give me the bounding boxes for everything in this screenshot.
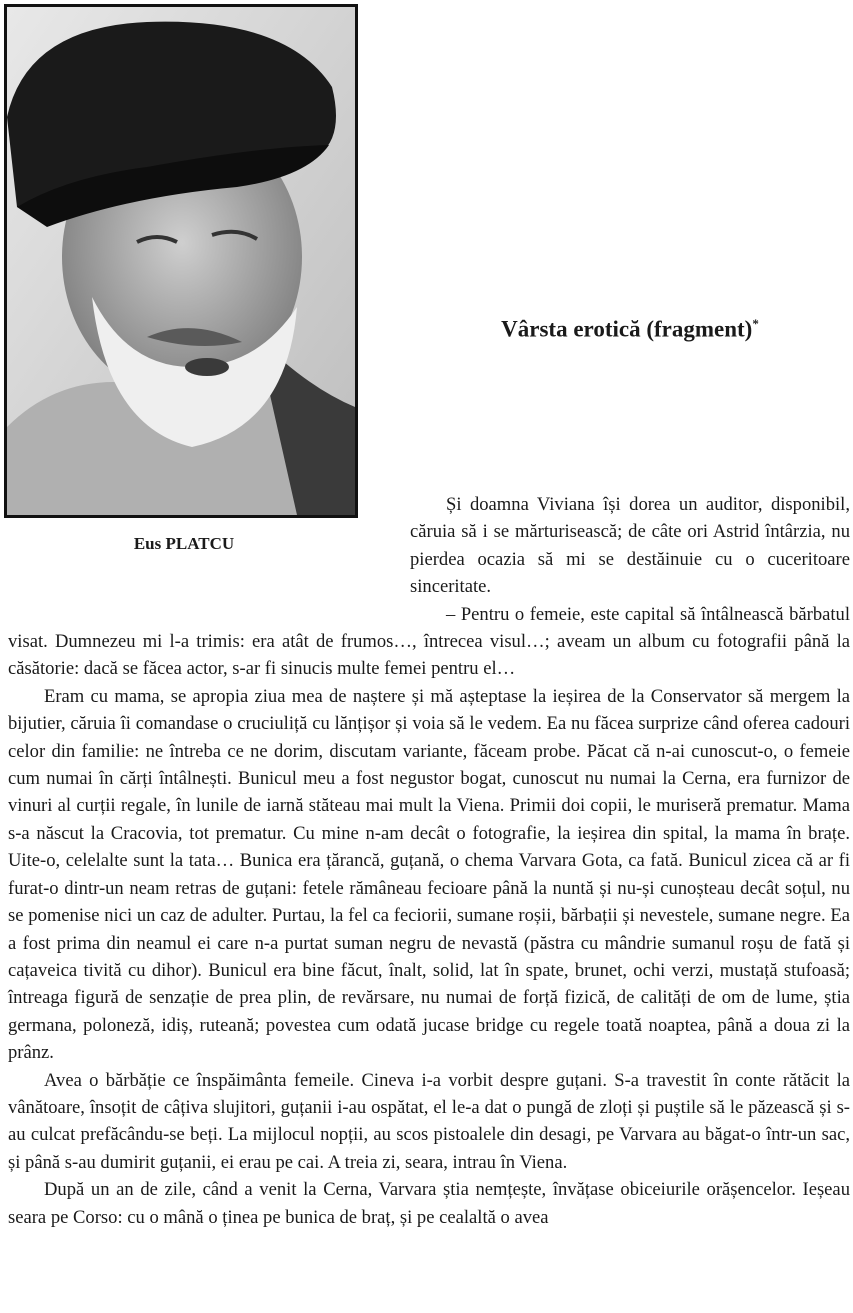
page-title	[420, 316, 840, 343]
paragraph: După un an de zile, când a venit la Cerna, Varvara știa nemțește, învățase obiceiurile orășencelor. Ieșeau seara pe Corso: cu o mână o ținea pe bunica de braț, și pe cealaltă o avea	[8, 1179, 850, 1228]
portrait-photo-icon	[7, 7, 355, 515]
paragraph: Eram cu mama, se apropia ziua mea de naștere și mă așteptase la ieșirea de la Conservator să mergem la bijutier, căruia îi comandase o cruciuliță cu lănțișor și voia să le vedem. Ea nu făcea surprize când oferea cadouri celor din familie: ne întreba ce ne dorim, discutam variante, făceam probe. Păcat că n-ai cunoscut-o, o femeie cum numai în cărți întâlnești. Bunicul meu a fost negustor bogat, cunoscut nu numai la Cerna, era furnizor de vinuri al curții regale, în lunile de iarnă stăteau mai mult la Viena. Primii doi copii, le muriseră prematur. Mama s-a născut la Cracovia, tot prematur. Cu mine n-am decât o fotografie, la ieșirea din spital, la mama în brațe. Uite-o, celelalte sunt la tata… Bunica era țărancă, guțană, o chema Varvara Gota, ca fată. Bunicul zicea că ar fi furat-o dintr-un neam retras de guțani: fetele rămâneau fecioare până la nuntă și nu-și cunoșteau decât soțul, nu se pomenise nici un caz de adulter. Purtau, la fel ca feciorii, sumane roșii, bărbații și nevestele, sumane negre. Ea a fost prima din neamul ei care n-a purtat suman negru de nevastă (păstra cu mândrie sumanul roșu de fată și cațaveica tivită cu dihor). Bunicul era bine făcut, înalt, solid, lat în spate, brunet, ochi verzi, mustață stufoasă; întreaga figură de senzație de prea plin, de revărsare, nu numai de forță fizică, de calități de om de lume, știa germana, poloneză, idiș, ruteană; povestea cum odată jucase bridge cu regele toată noaptea, până a doua zi la prânz.	[8, 685, 850, 1064]
article-body	[8, 491, 850, 1231]
paragraph: – Pentru o femeie, este capital să întâlnească bărbatul visat. Dumnezeu mi l-a trimis: era atât de frumos…, întrecea visul…; aveam un album cu fotografii până la căsătorie: dacă se făcea actor, s-ar fi sinucis multe femei pentru el…	[8, 603, 850, 680]
footnote-mark: *	[752, 316, 759, 331]
photo-spacer	[8, 491, 410, 601]
author-photo	[4, 4, 358, 518]
photo-caption: Eus PLATCU	[133, 534, 235, 553]
title-text: Vârsta erotică (fragment)	[501, 316, 753, 342]
paragraph: Și doamna Viviana își dorea un auditor, disponibil, căruia să i se mărturisească; de câte ori Astrid întârzia, nu pierdea ocazia să mi se destăinuie cu o cuceritoare sinceritate.	[410, 494, 850, 598]
paragraph: Avea o bărbăție ce înspăimânta femeile. Cineva i-a vorbit despre guțani. S-a travestit în conte rătăcit la vânătoare, însoțit de câțiva slujitori, guțanii i-au ospătat, el le-a dat o pungă de zloți și puștile să le păzească și s-au culcat prefăcându-se beți. La mijlocul nopții, au scos pistoalele din desagi, pe Varvara au băgat-o într-un sac, și până s-au dumirit guțanii, ei erau pe cai. A treia zi, seara, intrau în Viena.	[8, 1069, 850, 1173]
